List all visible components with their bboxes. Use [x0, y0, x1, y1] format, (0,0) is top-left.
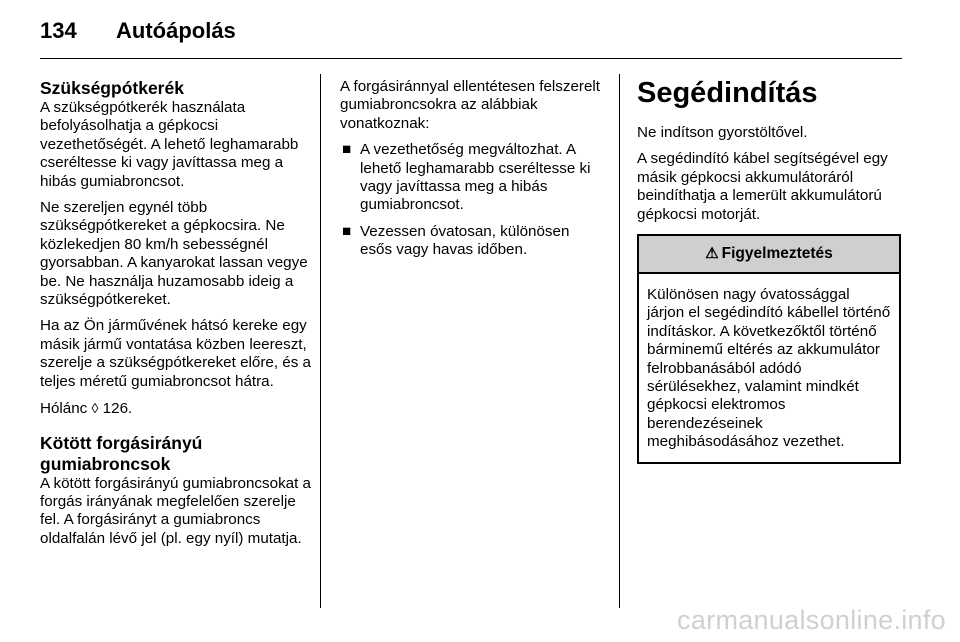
- list-item: [340, 223, 602, 260]
- warning-icon: ⚠: [705, 244, 719, 262]
- snow-chain-text: Hólánc: [40, 400, 88, 418]
- spare-wheel-paragraph-1: A szükségpótkerék használata befolyásolhatja a gépkocsi vezethetőségét. A lehető leghamarabb cseréltesse ki vagy javíttassa meg a hibás gumiabroncsot.: [40, 99, 299, 190]
- column-divider-2: [619, 74, 620, 608]
- warning-text: Különösen nagy óvatossággal járjon el segédindító kábellel történő indításkor. A következőktől történő bárminemű eltérés az akkumulátor felrobbanásából adódó sérülésekhez, valamint mindkét gépkocsi elektromos berendezéseinek meghibásodásához vezethet.: [647, 286, 891, 451]
- watermark: carmanualsonline.info: [677, 605, 946, 635]
- reverse-mount-list: [340, 141, 602, 259]
- section-title-spare-wheel: Szükségpótkerék: [40, 78, 184, 98]
- page-header: [40, 14, 900, 48]
- square-bullet-icon: ■: [342, 222, 352, 240]
- snow-chain-reference: [40, 399, 312, 418]
- list-item-text: Vezessen óvatosan, különösen esős vagy havas időben.: [360, 222, 570, 259]
- warning-title: Figyelmeztetés: [721, 244, 833, 262]
- directional-tyres-paragraph: A kötött forgásirányú gumiabroncsokat a forgás irányának megfelelően szerelje fel. A forgásirányt a gumiabroncs oldalfalán lévő jel (pl. egy nyíl) mutatja.: [40, 474, 311, 547]
- warning-header: [639, 236, 899, 274]
- jump-start-paragraph-1: Ne indítson gyorstöltővel.: [637, 124, 808, 141]
- section-title-directional-tyres: Kötött forgásirányú gumiabroncsok: [40, 432, 203, 474]
- snow-chain-page-link[interactable]: 126.: [102, 400, 133, 418]
- column-divider-1: [320, 74, 321, 608]
- spare-wheel-paragraph-3: Ha az Ön járművének hátsó kereke egy másik jármű vontatása közben leereszt, szerelje a szükségpótkereket előre, és a teljes méretű gumiabroncsot hátra.: [40, 317, 311, 390]
- reverse-mount-intro: A forgásiránnyal ellentétesen felszerelt gumiabroncsokra az alábbiak vonatkoznak:: [340, 78, 601, 132]
- section-title-jump-start: Segédindítás: [637, 77, 818, 109]
- right-column: [637, 76, 901, 464]
- left-column: [40, 78, 312, 556]
- middle-column: [340, 78, 602, 268]
- warning-box: [637, 234, 901, 464]
- page-number: 134: [40, 18, 77, 43]
- header-rule: [40, 58, 902, 59]
- list-item-text: A vezethetőség megváltozhat. A lehető leghamarabb cseréltesse ki vagy javíttassa meg a hibás gumiabroncsot.: [360, 141, 591, 214]
- page-reference-arrow-icon: ◊: [91, 400, 99, 417]
- spare-wheel-paragraph-2: Ne szereljen egynél több szükségpótkereket a gépkocsira. Ne közlekedjen 80 km/h sebességnél gyorsabban. A kanyarokat lassan vegye be. Ne használja huzamosabb ideig a szükségpótkereket.: [40, 199, 308, 309]
- jump-start-paragraph-2: A segédindító kábel segítségével egy másik gépkocsi akkumulátoráról beindíthatja a lemerült akkumulátorú gépkocsi motorját.: [637, 150, 888, 223]
- list-item: [340, 141, 602, 215]
- page-title: Autóápolás: [116, 18, 236, 43]
- square-bullet-icon: ■: [342, 141, 352, 159]
